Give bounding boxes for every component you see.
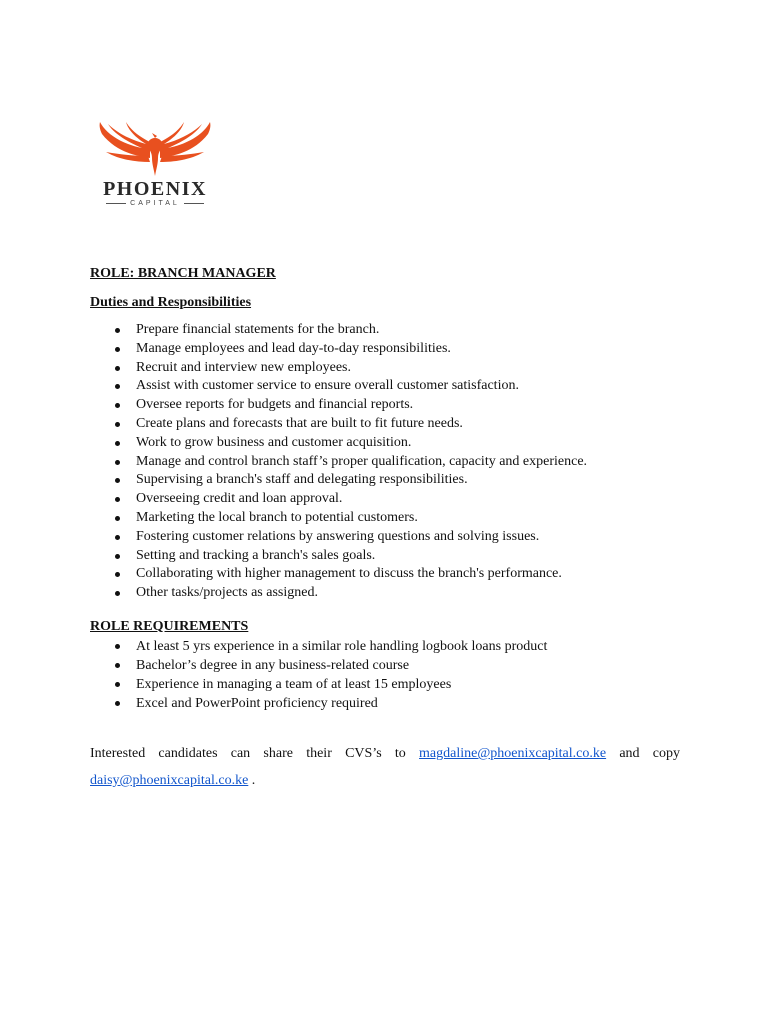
closing-text: and copy [606,745,681,761]
list-item: Experience in managing a team of at least 15 employees [90,675,680,694]
application-instructions [90,740,680,794]
list-item: Assist with customer service to ensure overall customer satisfaction. [90,377,680,396]
list-item: At least 5 yrs experience in a similar role handling logbook loans product [90,637,680,656]
phoenix-bird-icon [92,118,218,180]
job-posting [90,264,680,808]
requirements-heading: ROLE REQUIREMENTS [90,618,249,634]
list-item: Recruit and interview new employees. [90,359,680,378]
list-item: Fostering customer relations by answering questions and solving issues. [90,528,680,547]
email-link-magdaline[interactable]: magdaline@phoenixcapital.co.ke [419,745,607,761]
list-item: Collaborating with higher management to discuss the branch's performance. [90,565,680,584]
role-title: ROLE: BRANCH MANAGER [90,266,276,281]
duties-list [90,321,680,603]
duties-heading: Duties and Responsibilities [90,295,252,310]
requirements-list [90,637,680,713]
company-logo [92,118,218,214]
logo-wordmark: PHOENIX [103,178,207,200]
list-item: Work to grow business and customer acquisition. [90,434,680,453]
list-item: Manage and control branch staff’s proper qualification, capacity and experience. [90,453,680,472]
list-item: Create plans and forecasts that are built to fit future needs. [90,415,680,434]
list-item: Marketing the local branch to potential customers. [90,509,680,528]
list-item: Supervising a branch's staff and delegating responsibilities. [90,471,680,490]
closing-text: Interested candidates can share their CVS’s to [90,745,420,761]
list-item: Setting and tracking a branch's sales goals. [90,547,680,566]
list-item: Manage employees and lead day-to-day responsibilities. [90,340,680,359]
list-item: Overseeing credit and loan approval. [90,490,680,509]
list-item: Other tasks/projects as assigned. [90,584,680,603]
list-item: Excel and PowerPoint proficiency required [90,694,680,713]
list-item: Prepare financial statements for the branch. [90,321,680,340]
closing-text: . [248,772,256,788]
logo-subtitle: CAPITAL [92,200,218,207]
email-link-daisy[interactable]: daisy@phoenixcapital.co.ke [90,772,249,788]
list-item: Bachelor’s degree in any business-related course [90,656,680,675]
list-item: Oversee reports for budgets and financial reports. [90,396,680,415]
